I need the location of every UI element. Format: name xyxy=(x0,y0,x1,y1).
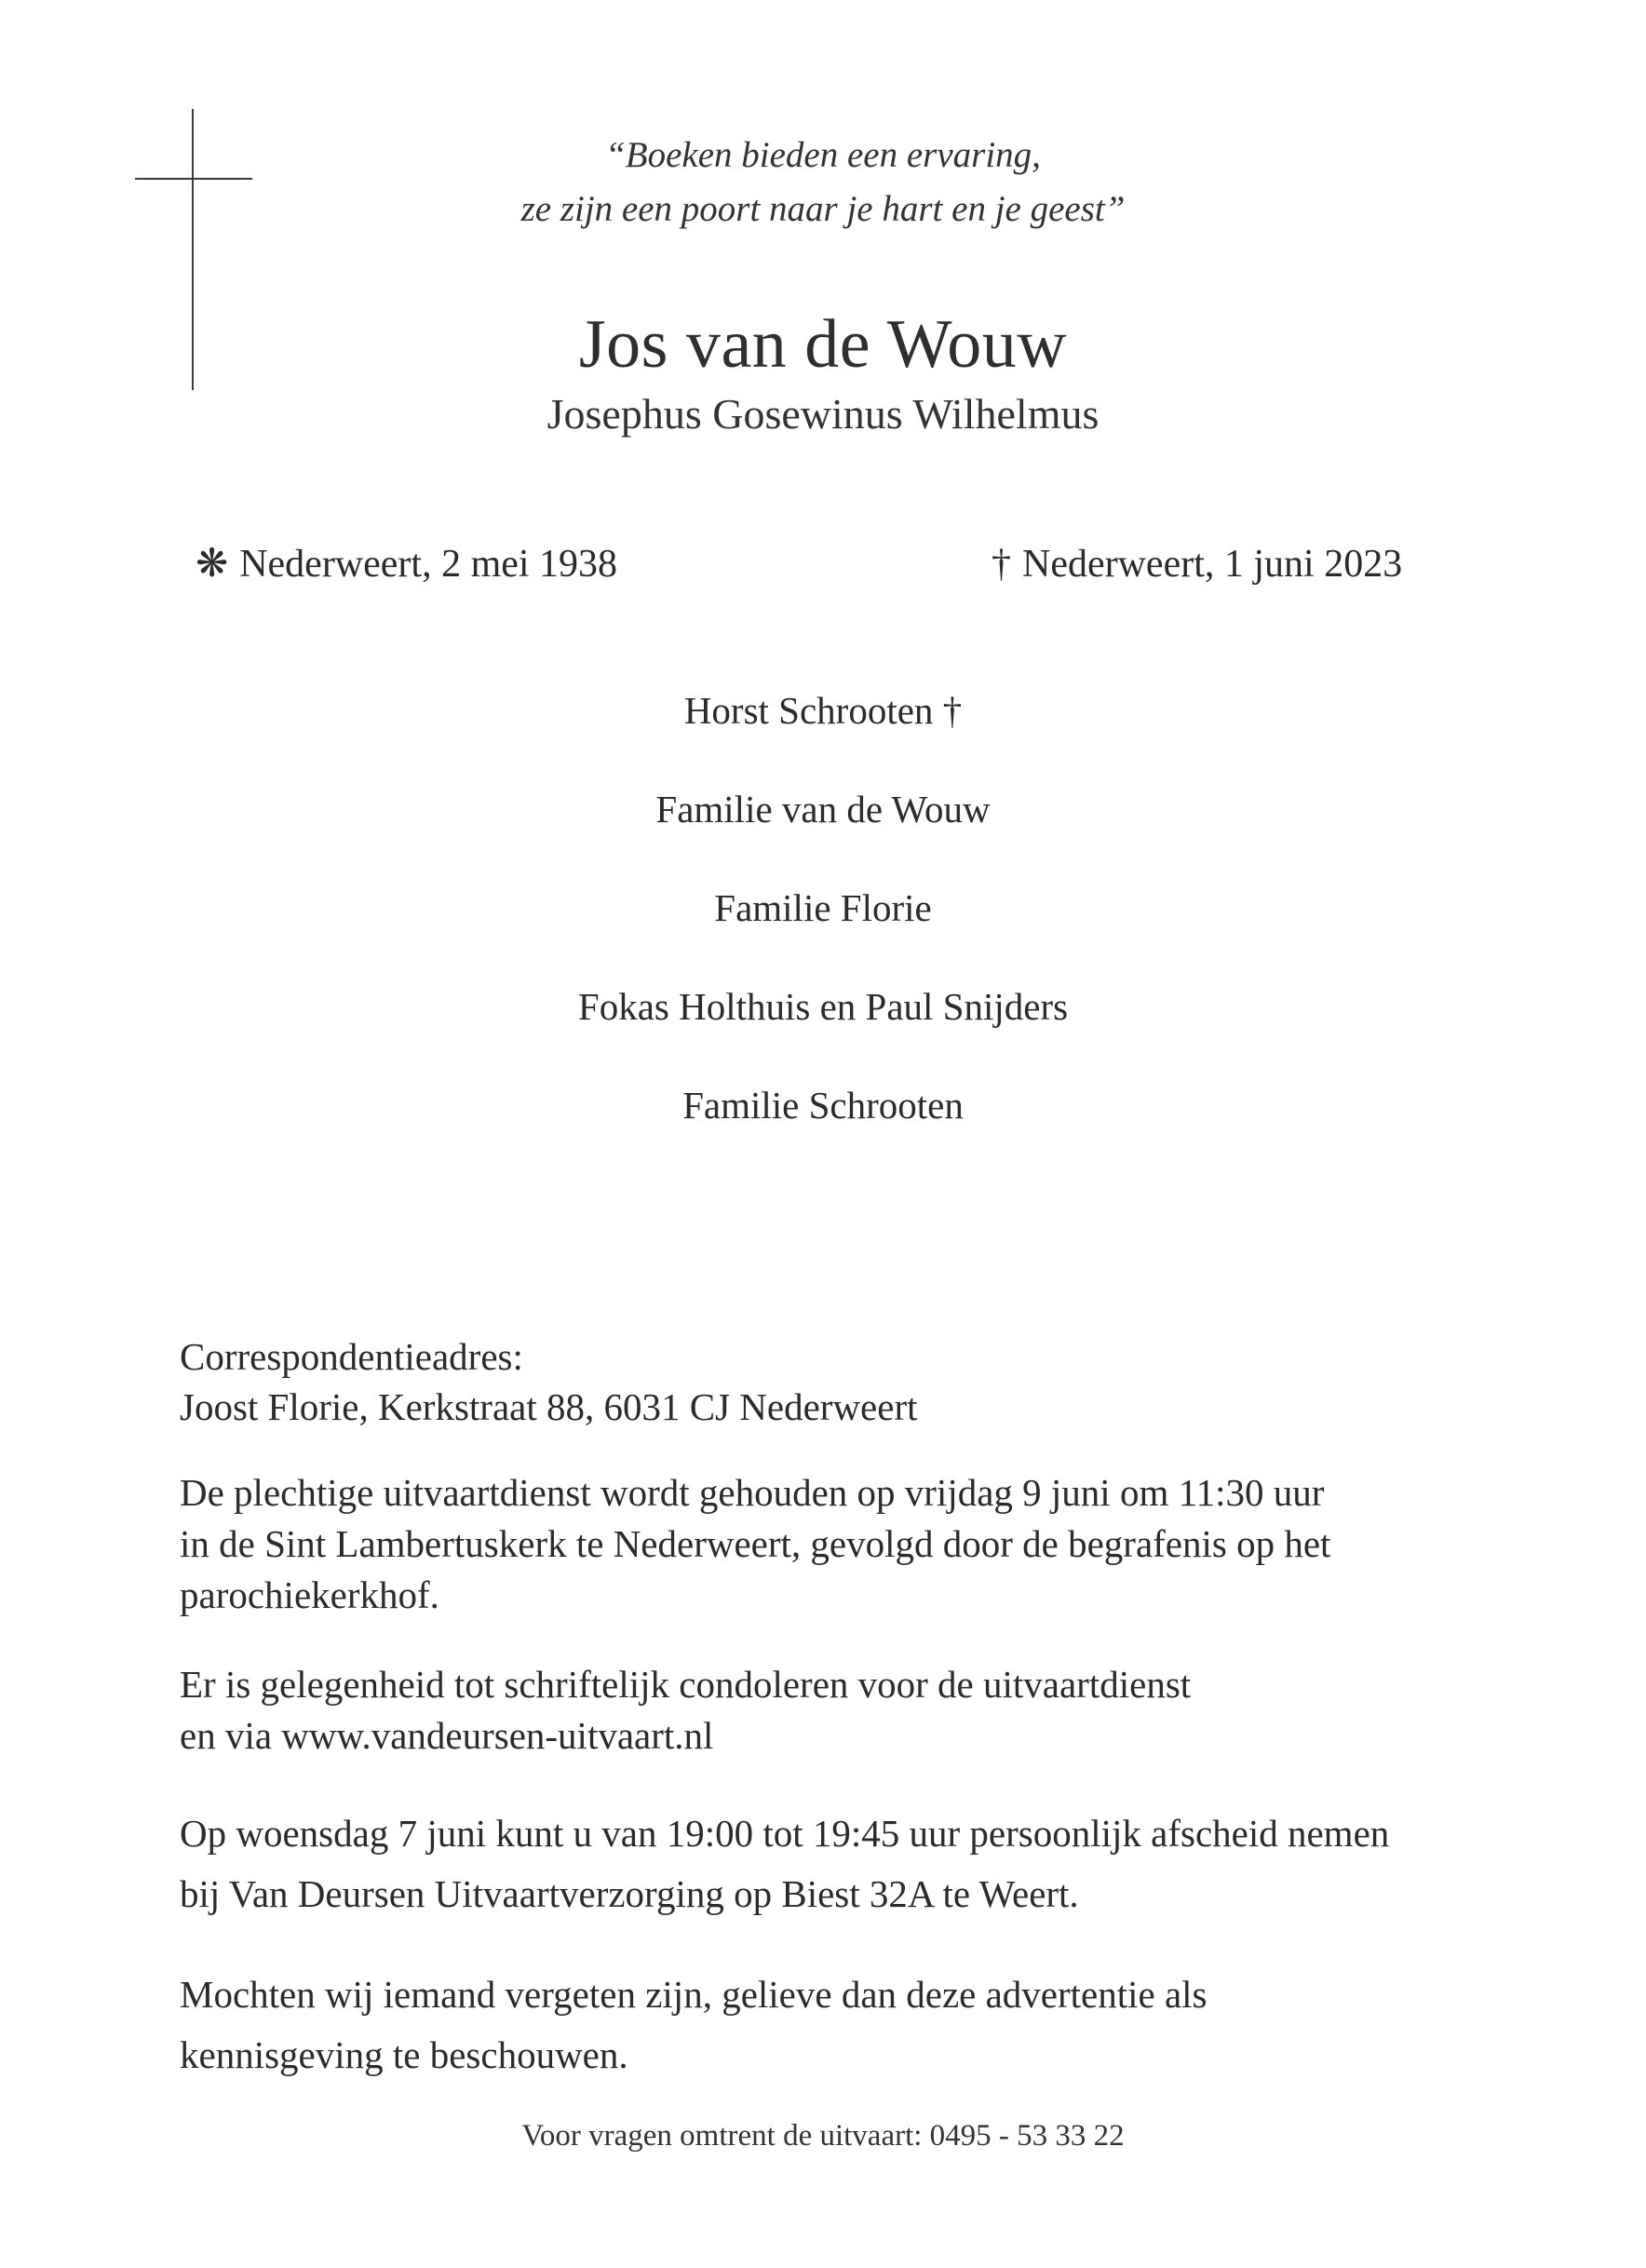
farewell-line-1: Op woensdag 7 juni kunt u van 19:00 tot 19:45 uur persoonlijk afscheid nemen xyxy=(180,1812,1390,1855)
notice-line-1: Mochten wij iemand vergeten zijn, gelieve dan deze advertentie als xyxy=(180,1973,1208,2016)
correspondence-value: Joost Florie, Kerkstraat 88, 6031 CJ Nederweert xyxy=(180,1385,918,1428)
service-paragraph xyxy=(180,1467,1576,1621)
deceased-full-name: Josephus Gosewinus Wilhelmus xyxy=(546,390,1100,438)
birth-star-icon: ❋ xyxy=(196,543,229,586)
quote-line-1: “Boeken bieden een ervaring, xyxy=(605,135,1041,175)
family-list xyxy=(0,684,1646,1178)
condolence-paragraph xyxy=(180,1659,1576,1762)
family-item: Familie Florie xyxy=(714,886,932,929)
footer-contact: Voor vragen omtrent de uitvaart: 0495 - 53 33 22 xyxy=(521,2119,1125,2153)
birth-text: Nederweert, 2 mei 1938 xyxy=(239,543,618,586)
family-item: Familie van de Wouw xyxy=(655,788,991,830)
condolence-line-2: en via www.vandeursen-uitvaart.nl xyxy=(180,1714,714,1757)
quote-line-2: ze zijn een poort naar je hart en je geest” xyxy=(520,189,1126,229)
family-item: Horst Schrooten † xyxy=(683,689,963,732)
correspondence-address xyxy=(180,1331,1576,1432)
condolence-line-1: Er is gelegenheid tot schriftelijk condoleren voor de uitvaartdienst xyxy=(180,1663,1192,1706)
farewell-line-2: bij Van Deursen Uitvaartverzorging op Biest 32A te Weert. xyxy=(180,1872,1079,1915)
correspondence-label: Correspondentieadres: xyxy=(180,1335,523,1378)
service-line-2: in de Sint Lambertuskerk te Nederweert, gevolgd door de begrafenis op het xyxy=(180,1522,1331,1565)
notice-line-2: kennisgeving te beschouwen. xyxy=(180,2033,628,2076)
death-cross-icon: † xyxy=(992,543,1011,586)
opening-quote xyxy=(0,128,1646,236)
notice-paragraph xyxy=(180,1964,1576,2086)
service-line-3: parochiekerkhof. xyxy=(180,1573,439,1616)
service-line-1: De plechtige uitvaartdienst wordt gehouden op vrijdag 9 juni om 11:30 uur xyxy=(180,1471,1325,1514)
deceased-name: Jos van de Wouw xyxy=(578,306,1068,383)
death-date xyxy=(992,538,1402,590)
farewell-paragraph xyxy=(180,1803,1576,1924)
family-item: Familie Schrooten xyxy=(682,1084,964,1127)
family-item: Fokas Holthuis en Paul Snijders xyxy=(577,985,1069,1028)
death-text: Nederweert, 1 juni 2023 xyxy=(1022,543,1403,586)
birth-date xyxy=(196,538,617,590)
